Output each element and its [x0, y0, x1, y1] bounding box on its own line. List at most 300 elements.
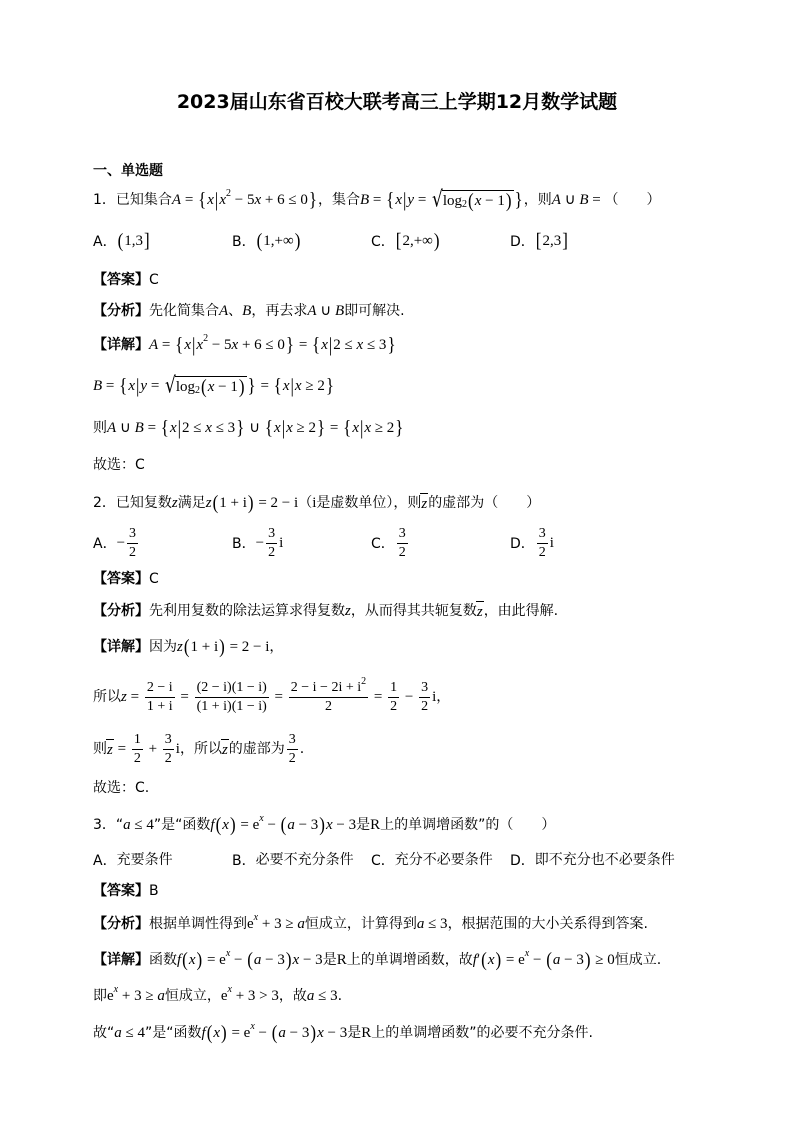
- math-text: 2 − i: [146, 679, 173, 695]
- text-run: B: [149, 883, 159, 899]
- text-run: 的虚部为: [228, 741, 285, 757]
- denominator: [397, 544, 408, 561]
- math-variable: A: [171, 192, 182, 208]
- math-variable: x: [219, 192, 226, 208]
- text-run: 函数: [149, 952, 177, 968]
- math-text: 2: [390, 698, 398, 714]
- math-delimiter: ): [310, 1021, 317, 1044]
- superscript: x: [113, 984, 119, 995]
- numerator: [127, 526, 138, 544]
- math-text: ∪: [245, 420, 264, 436]
- math-text: ∪: [116, 420, 135, 436]
- overline-group: [106, 739, 114, 759]
- math-text: 2 ≤: [182, 420, 206, 436]
- superscript: x: [227, 984, 232, 995]
- math-delimiter: }: [395, 416, 404, 439]
- math-text: − 3: [323, 1025, 348, 1041]
- superscript: 2: [203, 333, 209, 344]
- option-label: A．: [93, 536, 117, 552]
- math-text: =: [158, 337, 175, 353]
- text-run: ，: [269, 639, 284, 655]
- math-delimiter: |: [191, 333, 196, 356]
- option-label: D．: [510, 234, 535, 250]
- numerator: [397, 526, 408, 544]
- math-variable: y: [407, 192, 415, 208]
- math-text: =: [414, 192, 431, 208]
- math-text: − 3: [285, 1025, 310, 1041]
- denominator: [195, 698, 269, 715]
- text-run: 3．“: [93, 817, 124, 833]
- math-text: 2 ≤: [333, 337, 357, 353]
- math-variable: x: [213, 1025, 221, 1041]
- math-text: − 3: [299, 952, 323, 968]
- math-text: 2: [288, 750, 296, 766]
- math-text: =: [370, 689, 387, 705]
- text-run: 充要条件: [116, 852, 173, 868]
- math-text: −: [529, 952, 546, 968]
- math-variable: x: [205, 420, 212, 436]
- math-text: =: [295, 337, 312, 353]
- math-variable: x: [286, 420, 293, 436]
- math-variable: x: [294, 378, 302, 394]
- math-variable: x: [169, 420, 177, 436]
- math-text: = 2 − i: [254, 495, 299, 511]
- text-run: 、: [228, 303, 243, 319]
- denominator: [127, 544, 138, 561]
- detail-line: [93, 768, 149, 808]
- math-text: i: [549, 535, 554, 551]
- math-text: − 3: [560, 952, 584, 968]
- math-text: + 3 ≥: [118, 988, 158, 1004]
- denominator: [537, 544, 548, 561]
- math-delimiter: (: [215, 813, 222, 836]
- label-tag: 【答案】: [93, 571, 149, 587]
- math-text: 3: [288, 731, 296, 747]
- text-run: 上的单调增函数”的必要不充分条件.: [371, 1025, 593, 1041]
- math-variable: f: [201, 1025, 206, 1041]
- math-text: =: [102, 378, 119, 394]
- math-text: =: [256, 378, 273, 394]
- math-variable: z: [221, 742, 228, 758]
- fraction: [266, 526, 277, 561]
- math-delimiter: (: [182, 948, 188, 971]
- math-text: = e: [236, 817, 260, 833]
- math-variable: f: [210, 817, 215, 833]
- option-body: [256, 526, 284, 561]
- text-run: 是: [322, 952, 337, 968]
- option-body: [117, 229, 151, 252]
- math-delimiter: (: [117, 229, 124, 252]
- math-text: −: [263, 817, 280, 833]
- question-stem: [93, 483, 540, 523]
- math-text: R: [361, 1025, 372, 1041]
- math-text: e: [247, 916, 254, 932]
- math-text: ∪: [560, 192, 580, 208]
- detail-line: [93, 408, 404, 448]
- math-text: =: [126, 689, 143, 705]
- detail-line: [93, 1013, 593, 1053]
- math-delimiter: }: [325, 374, 334, 397]
- label-tag: 【分析】: [93, 603, 149, 619]
- math-delimiter: (: [271, 1021, 278, 1044]
- option-label: B．: [232, 234, 256, 250]
- math-variable: z: [107, 742, 113, 758]
- option-a: [93, 231, 232, 251]
- options-row: [93, 221, 569, 261]
- text-run: ，则: [523, 192, 552, 208]
- subscript: 2: [462, 199, 468, 210]
- option-body: [117, 526, 140, 561]
- math-text: 3: [398, 525, 406, 541]
- math-variable: x: [325, 817, 333, 833]
- math-delimiter: {: [386, 188, 395, 211]
- math-text: ≥ 2: [292, 420, 316, 436]
- math-delimiter: [: [395, 229, 402, 252]
- math-variable: a: [278, 1025, 286, 1041]
- math-text: 2: [164, 750, 172, 766]
- math-text: −: [230, 952, 247, 968]
- math-variable: x: [207, 379, 215, 395]
- math-text: R: [336, 952, 347, 968]
- text-run: ，集合: [318, 192, 360, 208]
- math-variable: f: [177, 952, 182, 968]
- text-run: 上的单调增函数”的（ ）: [380, 817, 556, 833]
- text-run: 即: [93, 988, 107, 1004]
- math-text: i: [312, 495, 317, 511]
- detail-line: [93, 729, 304, 769]
- fraction: [537, 526, 548, 561]
- superscript: 2: [225, 188, 231, 199]
- numerator: [163, 732, 174, 750]
- math-variable: x: [196, 337, 204, 353]
- math-variable: x: [317, 1025, 324, 1041]
- text-run: 则: [93, 741, 107, 757]
- option-c: [371, 850, 510, 870]
- overline-group: [221, 739, 229, 759]
- math-variable: x: [222, 817, 229, 833]
- math-text: 2: [538, 544, 546, 560]
- detail-line: [93, 940, 661, 980]
- math-variable: x: [184, 337, 191, 353]
- math-variable: B: [242, 303, 252, 319]
- option-c: [371, 231, 510, 251]
- math-delimiter: |: [290, 374, 294, 397]
- math-delimiter: ): [221, 1021, 227, 1044]
- math-delimiter: }: [387, 333, 396, 356]
- math-text: ≤ 3: [424, 916, 448, 932]
- option-label: C．: [371, 853, 395, 869]
- math-variable: A: [307, 303, 317, 319]
- math-delimiter: ): [433, 229, 440, 252]
- math-text: ∪: [316, 303, 335, 319]
- math-text: 3: [268, 525, 276, 541]
- superscript: x: [250, 1021, 255, 1032]
- math-delimiter: ): [196, 948, 203, 971]
- numerator: [132, 732, 143, 750]
- option-body: [117, 851, 173, 869]
- math-delimiter: }: [247, 374, 256, 397]
- math-delimiter: (: [481, 948, 487, 971]
- text-run: 所以: [93, 689, 121, 705]
- option-label: D．: [510, 536, 535, 552]
- math-text: (2 − i)(1 − i): [196, 679, 267, 695]
- math-variable: x: [352, 420, 359, 436]
- math-variable: x: [128, 378, 135, 394]
- math-delimiter: |: [359, 416, 364, 439]
- label-tag: 【详解】: [93, 337, 149, 353]
- math-variable: B: [579, 192, 589, 208]
- math-text: 2: [324, 698, 332, 714]
- math-delimiter: (: [183, 635, 190, 658]
- text-run: 根据单调性得到: [149, 916, 247, 932]
- math-text: log: [442, 193, 463, 209]
- math-variable: a: [123, 817, 131, 833]
- math-text: =: [113, 741, 130, 757]
- denominator: [419, 698, 430, 715]
- superscript: x: [524, 948, 530, 959]
- text-run: 上的单调增函数，故: [346, 952, 473, 968]
- option-body: [395, 526, 410, 561]
- math-text: 2: [421, 698, 429, 714]
- text-run: 即不充分也不必要条件: [534, 852, 675, 868]
- text-run: ”是“函数: [153, 817, 211, 833]
- math-delimiter: ): [229, 813, 236, 836]
- analysis-line: [93, 591, 558, 631]
- fraction: [195, 680, 269, 715]
- math-text: − 5: [208, 337, 232, 353]
- math-delimiter: |: [177, 416, 182, 439]
- math-delimiter: }: [285, 333, 295, 356]
- math-text: − 1: [214, 379, 238, 395]
- label-tag: 【详解】: [93, 639, 149, 655]
- analysis-line: [93, 904, 648, 944]
- math-text: − 1: [481, 193, 505, 209]
- text-run: 是: [347, 1025, 362, 1041]
- text-run: 先利用复数的除法运算求得复数: [149, 603, 345, 619]
- option-c: [371, 526, 510, 561]
- option-b: [232, 231, 371, 251]
- text-run: 因为: [149, 639, 177, 655]
- math-delimiter: ): [319, 813, 325, 836]
- math-text: 3: [538, 525, 546, 541]
- label-tag: 【分析】: [93, 916, 149, 932]
- math-text: =: [369, 192, 386, 208]
- math-variable: x: [474, 193, 482, 209]
- math-text: =: [270, 689, 287, 705]
- math-text: −: [401, 689, 418, 705]
- math-text: + 6 ≤ 0: [238, 337, 285, 353]
- text-run: 充分不必要条件: [394, 852, 493, 868]
- math-delimiter: |: [135, 374, 140, 397]
- math-delimiter: {: [160, 416, 169, 439]
- overline-group: [442, 190, 514, 210]
- subscript: 2: [195, 385, 201, 396]
- text-run: .: [337, 988, 343, 1004]
- denominator: [145, 698, 175, 715]
- math-variable: a: [157, 988, 165, 1004]
- text-run: 的虚部为（ ）: [428, 495, 541, 511]
- math-variable: a: [114, 1025, 122, 1041]
- math-delimiter: |: [328, 333, 333, 356]
- text-run: 恒成立，: [164, 988, 221, 1004]
- option-d: [510, 850, 675, 870]
- superscript: 2: [361, 675, 367, 687]
- text-run: 是: [356, 817, 371, 833]
- detail-line: [93, 445, 145, 485]
- math-variable: y: [140, 378, 148, 394]
- math-delimiter: {: [175, 333, 184, 356]
- option-body: [535, 851, 675, 869]
- math-delimiter: {: [312, 333, 321, 356]
- math-delimiter: }: [317, 416, 326, 439]
- text-run: C: [149, 571, 159, 587]
- math-variable: x: [231, 337, 239, 353]
- math-variable: x: [207, 192, 214, 208]
- math-text: ≥ 2: [371, 420, 395, 436]
- superscript: x: [253, 912, 259, 923]
- overline-group: [420, 493, 428, 513]
- math-text: 1,+∞: [263, 233, 294, 249]
- detail-line: [93, 976, 342, 1016]
- text-run: 即可解决.: [344, 303, 405, 319]
- math-variable: x: [321, 337, 328, 353]
- text-run: 必要不充分条件: [255, 852, 354, 868]
- math-text: ≤ 4: [121, 1025, 145, 1041]
- math-text: 3: [129, 525, 137, 541]
- option-body: [535, 526, 554, 561]
- label-tag: 【答案】: [93, 883, 149, 899]
- radical-sign: √: [432, 187, 443, 213]
- denominator: [266, 544, 277, 561]
- math-text: (1 + i)(1 − i): [196, 698, 267, 714]
- fraction: [132, 732, 143, 767]
- math-delimiter: (: [256, 229, 263, 252]
- math-delimiter: {: [264, 416, 274, 439]
- math-variable: A: [149, 337, 159, 353]
- label-tag: 【答案】: [93, 272, 149, 288]
- math-delimiter: {: [119, 374, 128, 397]
- fraction: [419, 680, 430, 715]
- math-delimiter: ): [238, 375, 245, 398]
- math-variable: A: [219, 303, 229, 319]
- math-variable: A: [107, 420, 117, 436]
- text-run: .: [299, 741, 305, 757]
- radical-sign: √: [165, 373, 176, 399]
- math-text: 1: [390, 679, 398, 695]
- math-variable: x: [356, 337, 364, 353]
- denominator: [287, 750, 298, 767]
- math-variable: B: [335, 303, 345, 319]
- math-text: 2,3: [542, 233, 562, 249]
- math-text: 1 + i: [219, 495, 247, 511]
- option-label: C．: [371, 536, 395, 552]
- math-variable: a: [552, 952, 561, 968]
- math-delimiter: ]: [562, 229, 568, 252]
- math-variable: a: [416, 916, 425, 932]
- math-delimiter: |: [281, 416, 286, 439]
- math-text: =: [326, 420, 343, 436]
- text-run: ，故: [278, 988, 307, 1004]
- text-run: （ ）: [604, 192, 661, 208]
- math-text: ≤ 3: [363, 337, 387, 353]
- math-delimiter: (: [206, 1021, 213, 1044]
- math-delimiter: }: [236, 416, 245, 439]
- fraction: [289, 675, 368, 715]
- option-d: [510, 231, 569, 251]
- math-variable: z: [421, 496, 428, 512]
- math-text: 3: [164, 731, 172, 747]
- page-title: 2023届山东省百校大联考高三上学期12月数学试题: [176, 90, 618, 113]
- math-text: = e: [227, 1025, 251, 1041]
- math-variable: x: [274, 420, 281, 436]
- math-delimiter: }: [308, 188, 317, 211]
- denominator: [388, 698, 399, 715]
- math-text: + 3 > 3: [231, 988, 279, 1004]
- math-text: 2: [268, 544, 276, 560]
- text-run: ，由此得解.: [483, 603, 559, 619]
- denominator: [163, 750, 174, 767]
- math-text: = e: [502, 952, 525, 968]
- math-delimiter: (: [201, 375, 207, 398]
- text-run: （: [298, 495, 313, 511]
- math-delimiter: (: [546, 948, 552, 971]
- math-text: 2,+∞: [402, 233, 433, 249]
- math-variable: a: [306, 988, 315, 1004]
- text-run: ，所以: [179, 741, 222, 757]
- math-variable: z: [476, 604, 483, 620]
- math-delimiter: ): [495, 948, 502, 971]
- option-body: [395, 851, 493, 869]
- label-tag: 【详解】: [93, 952, 149, 968]
- fraction: [388, 680, 399, 715]
- text-run: 恒成立，计算得到: [304, 916, 417, 932]
- math-delimiter: ): [294, 229, 301, 252]
- math-text: =: [176, 689, 193, 705]
- detail-line: [93, 677, 450, 717]
- option-a: [93, 850, 232, 870]
- math-text: 2: [129, 544, 137, 560]
- detail-line: [93, 325, 397, 365]
- math-variable: f: [472, 952, 477, 968]
- math-text: e: [220, 988, 228, 1004]
- math-text: 3: [421, 679, 429, 695]
- math-text: =: [588, 192, 605, 208]
- math-delimiter: (: [280, 813, 287, 836]
- math-text: ≥ 2: [301, 378, 325, 394]
- math-variable: B: [134, 420, 144, 436]
- math-variable: A: [551, 192, 561, 208]
- math-delimiter: ): [584, 948, 591, 971]
- math-variable: z: [205, 495, 212, 511]
- math-text: ≤ 4: [130, 817, 154, 833]
- math-text: =: [147, 378, 164, 394]
- math-text: + 3 ≥: [258, 916, 298, 932]
- math-variable: x: [395, 192, 402, 208]
- math-text: ′: [476, 952, 481, 968]
- text-run: C: [149, 272, 159, 288]
- math-delimiter: (: [247, 948, 253, 971]
- math-delimiter: ): [505, 189, 512, 212]
- text-run: ，根据范围的大小关系得到答案.: [447, 916, 649, 932]
- option-b: [232, 526, 371, 561]
- math-text: ≤ 3: [314, 988, 338, 1004]
- numerator: [419, 680, 430, 698]
- math-text: = e: [203, 952, 226, 968]
- math-text: −: [254, 1025, 271, 1041]
- option-label: A．: [93, 234, 117, 250]
- text-run: 2．已知复数: [93, 495, 172, 511]
- text-run: ，从而得其共轭复数: [350, 603, 477, 619]
